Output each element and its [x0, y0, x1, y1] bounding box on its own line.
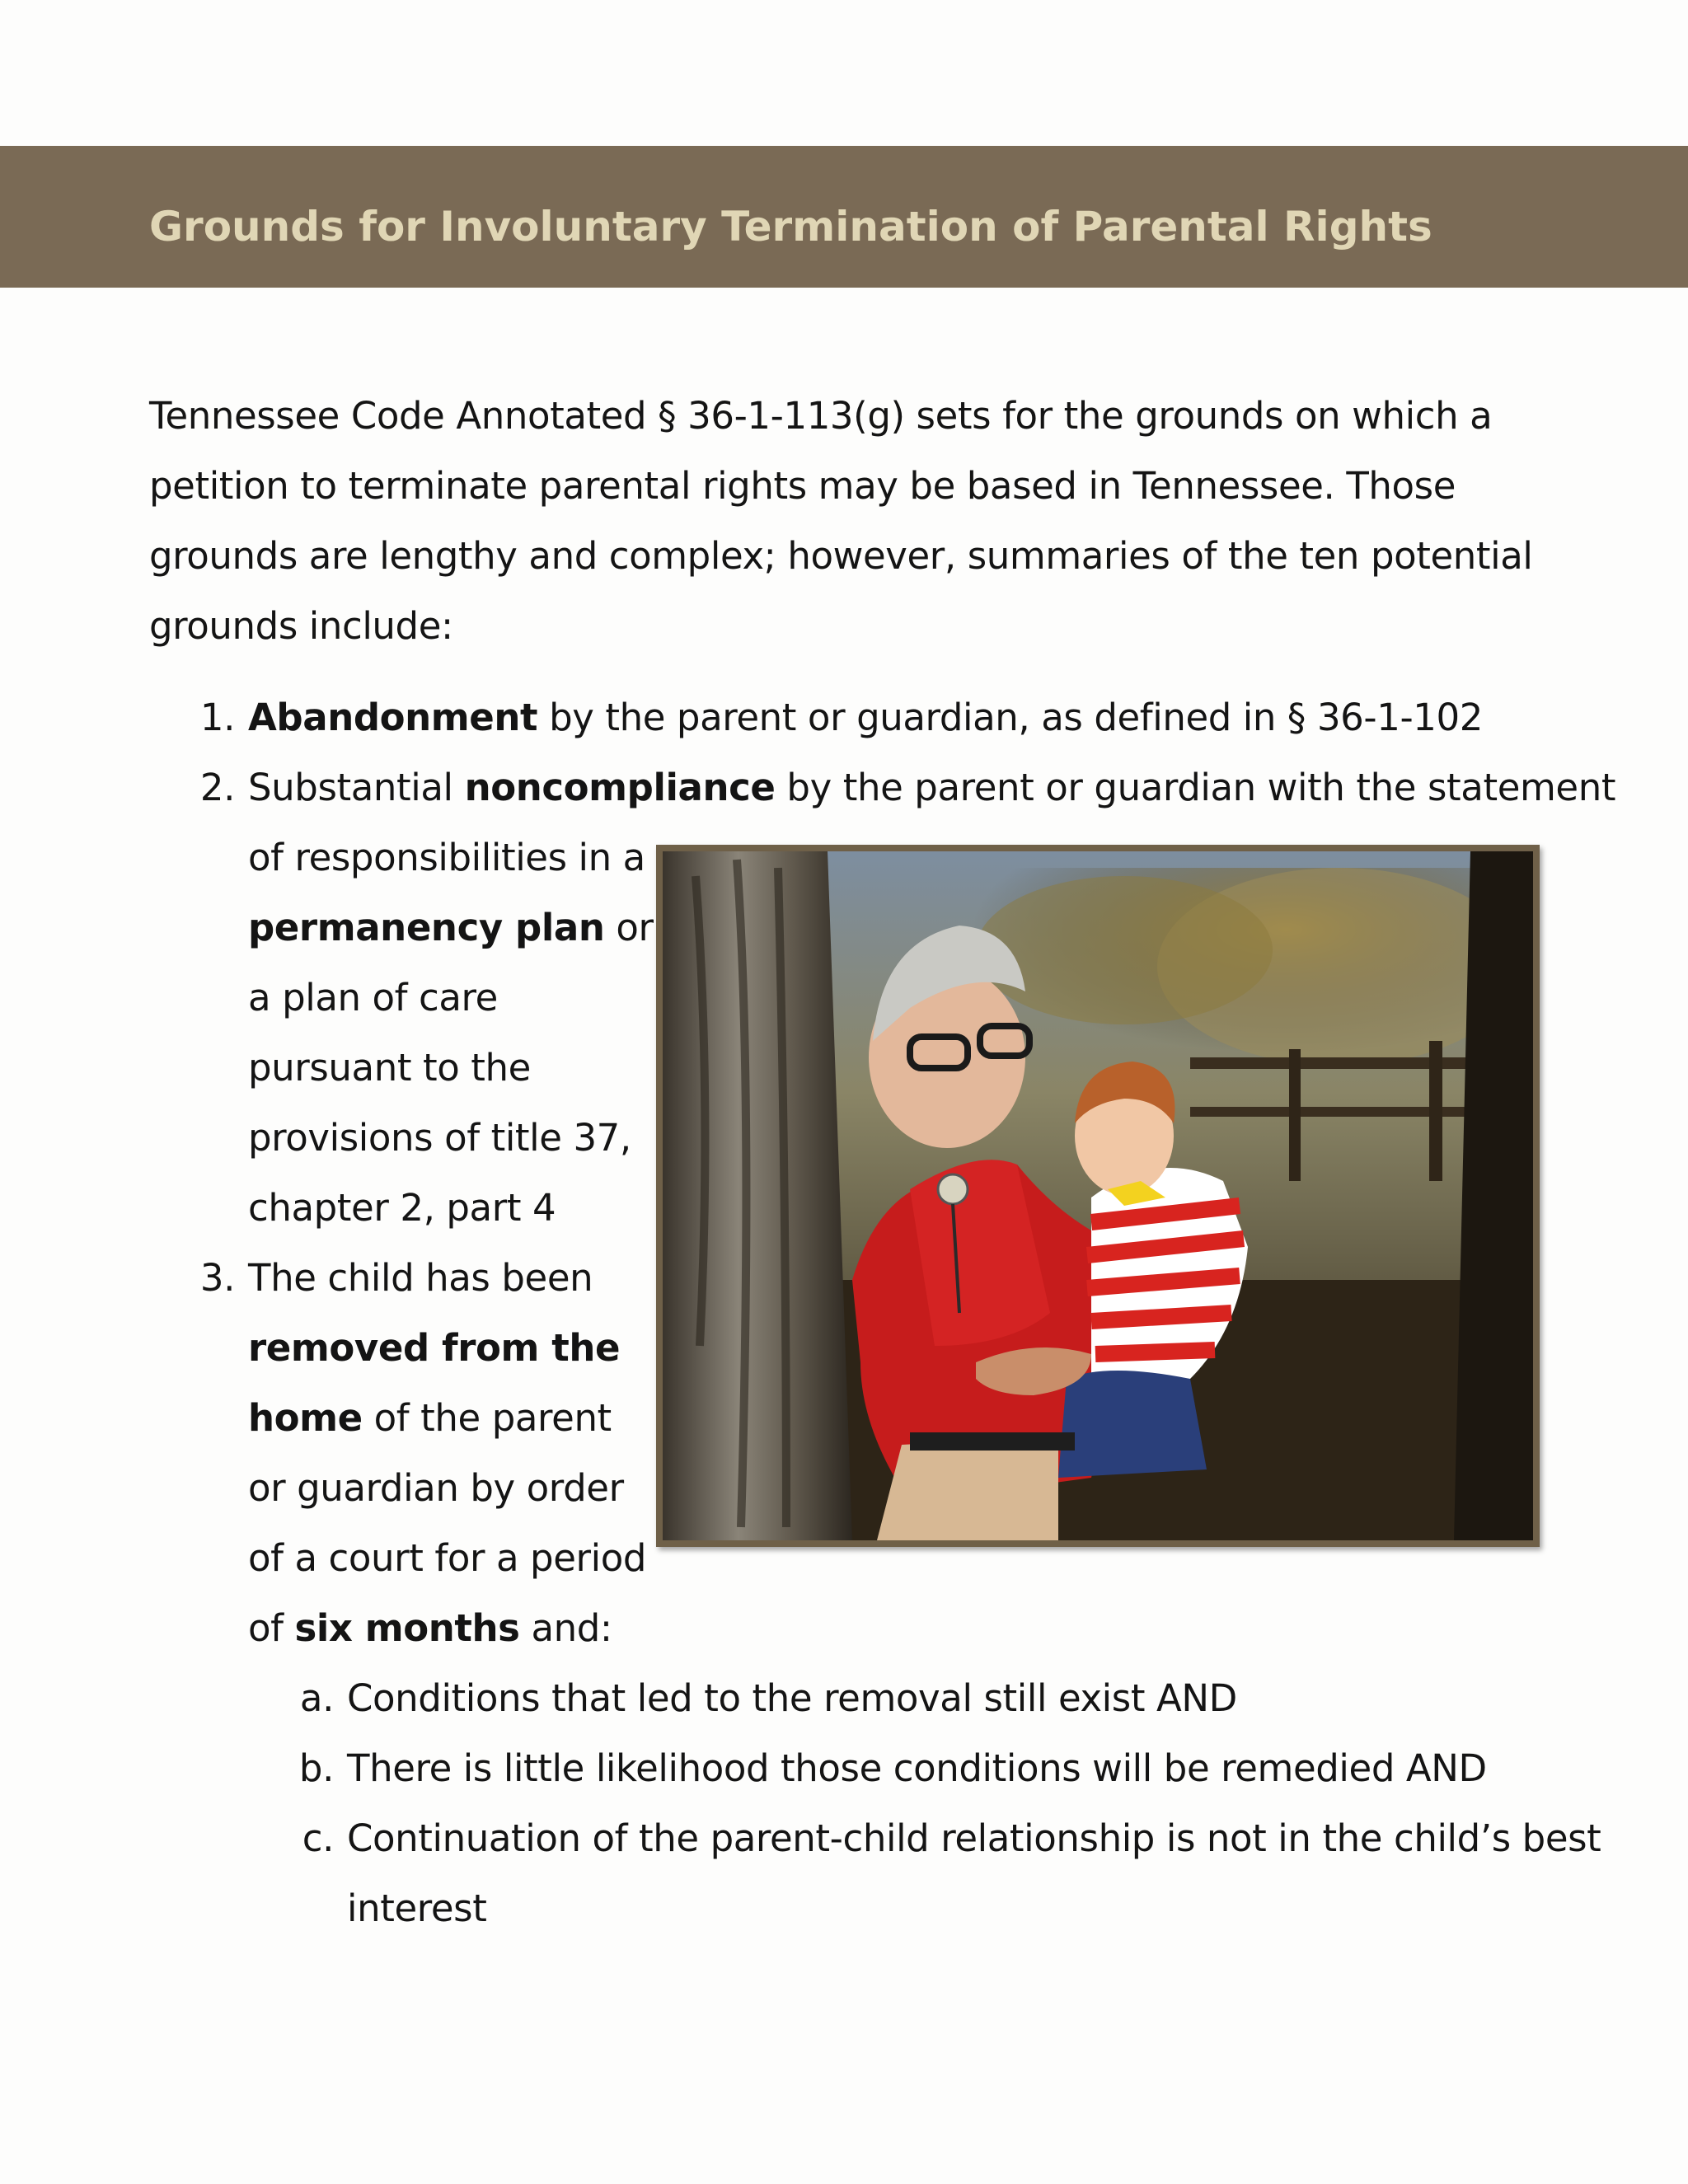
list-number: 3.	[199, 1256, 235, 1300]
list-item-line: of a court for a period	[248, 1536, 647, 1580]
sublist-letter: c.	[302, 1816, 334, 1860]
list-item-text: or	[604, 906, 654, 949]
list-item-text: by the parent or guardian with the statement	[775, 766, 1616, 809]
list-item-line: of responsibilities in a	[248, 836, 645, 879]
list-item	[248, 752, 1615, 823]
ground-term: Abandonment	[248, 696, 538, 739]
sublist-item: There is little likelihood those conditions will be remedied AND	[347, 1746, 1487, 1790]
list-item-text: by the parent or guardian, as defined in § 36-1-102	[537, 696, 1483, 739]
list-item-text: and:	[519, 1606, 612, 1650]
ground-term: noncompliance	[464, 766, 776, 809]
sublist-letter: b.	[298, 1746, 334, 1790]
sublist-letter: a.	[299, 1676, 334, 1720]
list-item	[248, 682, 1483, 752]
list-item-text: of the parent	[362, 1396, 612, 1440]
page-title: Grounds for Involuntary Termination of Parental Rights	[149, 203, 1432, 251]
list-item-line: provisions of title 37,	[248, 1116, 631, 1160]
list-item-text: of	[248, 1606, 295, 1650]
list-item-line: a plan of care	[248, 976, 498, 1019]
list-number: 1.	[199, 696, 235, 739]
ground-term: permanency plan	[248, 906, 605, 949]
ground-term: home	[248, 1396, 363, 1440]
sublist-item: Conditions that led to the removal still exist AND	[347, 1676, 1237, 1720]
ground-term: removed from the	[248, 1326, 621, 1370]
photo-illustration	[663, 851, 1533, 1540]
ground-term: six months	[294, 1606, 520, 1650]
list-item-line	[248, 1313, 620, 1383]
intro-paragraph: Tennessee Code Annotated § 36-1-113(g) sets for the grounds on which a petition to terminate parental rights may be based in Tennessee. Those grounds are lengthy and complex; however, summaries of the ten potential grounds include:	[149, 394, 1533, 648]
list-item-text: Substantial	[248, 766, 465, 809]
list-item-line: pursuant to the	[248, 1046, 531, 1090]
list-number: 2.	[199, 766, 235, 809]
list-item: The child has been	[248, 1256, 593, 1300]
list-item-line: chapter 2, part 4	[248, 1186, 556, 1230]
sublist-item-line: interest	[347, 1886, 487, 1930]
grandfather-and-child-photo	[656, 845, 1540, 1547]
list-item-line: or guardian by order	[248, 1466, 624, 1510]
list-item-line	[248, 1593, 612, 1663]
list-item-line	[248, 893, 654, 963]
list-item-line	[248, 1383, 612, 1453]
sublist-item: Continuation of the parent-child relationship is not in the child’s best	[347, 1816, 1601, 1860]
